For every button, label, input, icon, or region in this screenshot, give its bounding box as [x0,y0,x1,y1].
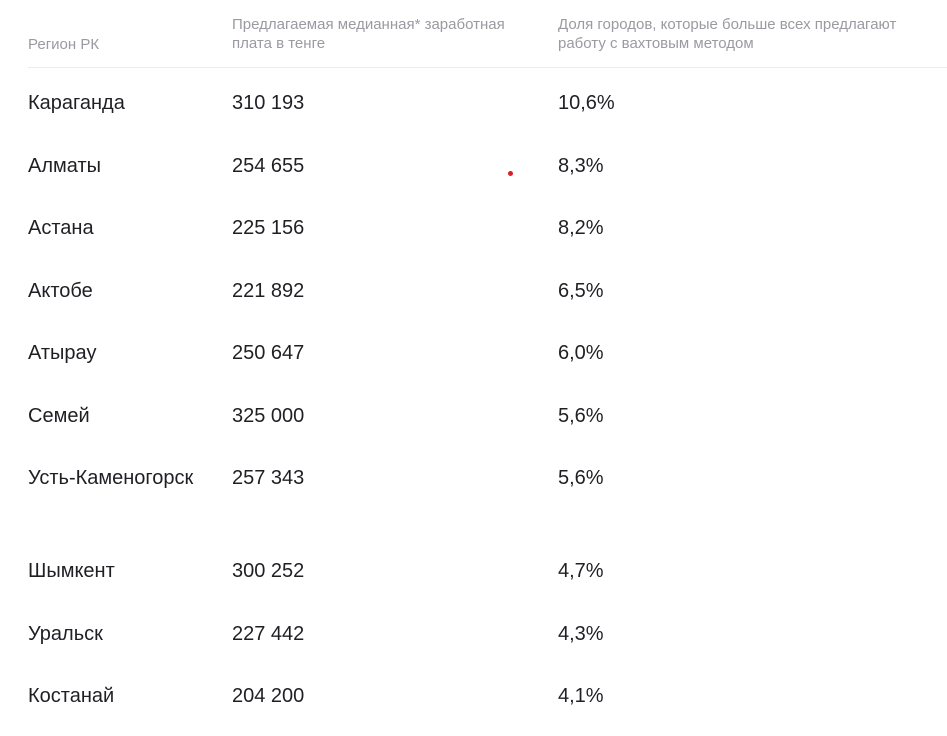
cell-region: Астана [28,217,94,239]
cell-share: 6,5% [558,279,604,302]
cell-salary: 225 156 [232,217,305,239]
cell-salary: 310 193 [232,92,305,114]
table-row [28,318,947,381]
cell-region: Усть-Каменогорск [28,467,194,489]
cell-region: Семей [28,404,90,427]
cell-salary: 254 655 [232,154,305,177]
cell-region: Атырау [28,342,97,364]
cell-share: 6,0% [558,342,604,364]
cell-region: Костанай [28,685,115,707]
salary-table [28,0,947,724]
column-header-region: Регион РК [28,36,100,53]
cell-salary: 250 647 [232,342,305,364]
cell-salary: 204 200 [232,685,305,707]
cell-region: Караганда [28,92,125,114]
table-row [28,599,947,662]
column-header-salary: Предлагаемая медианная* заработная плата в тенге [232,16,505,52]
table-row [28,131,947,194]
table-row [28,443,947,536]
cell-share: 4,3% [558,622,604,645]
table-header [28,0,947,68]
table-row [28,193,947,256]
cell-region: Уральск [28,622,103,645]
cell-share: 5,6% [558,467,604,489]
cell-salary: 257 343 [232,467,305,489]
red-dot-marker [508,171,513,176]
table-row [28,661,947,724]
cell-share: 4,7% [558,560,604,582]
cell-share: 4,1% [558,685,604,707]
cell-salary: 227 442 [232,622,305,645]
cell-share: 10,6% [558,92,615,114]
cell-region: Алматы [28,154,101,177]
cell-salary: 300 252 [232,560,305,582]
cell-share: 8,2% [558,217,604,239]
column-header-share: Доля городов, которые больше всех предлагают работу с вахтовым методом [558,16,897,52]
cell-region: Шымкент [28,560,115,582]
table-row [28,68,947,131]
cell-share: 8,3% [558,154,604,177]
table-row [28,536,947,599]
cell-salary: 325 000 [232,404,305,427]
cell-salary: 221 892 [232,279,305,302]
cell-share: 5,6% [558,404,604,427]
table-row [28,256,947,319]
cell-region: Актобе [28,279,93,302]
table-row [28,381,947,444]
